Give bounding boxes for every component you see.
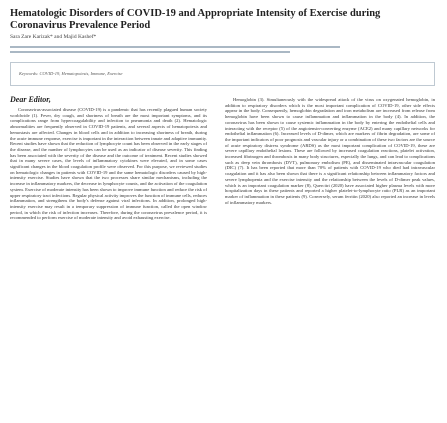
left-column-paragraph: Coronavirus-associated disease (COVID-19) is a pandemic that has recently plagued human society worldwide (1). Fever, dry cough, and shortness of breath are the most important symptoms, and its complications range from hypercoagulability and infection to pneumonia and death (2). Hematologic abnormalities are frequently observed in COVID-19 patients, and several aspects of hematopoiesis and hemostasis are affected. Changes in blood cells and in addition to increasing shortness of breath, during the acute immune response, exercise is important in the interaction between innate and adaptive immunity. Recent studies have shown that the reduction of lymphocyte count has been observed in the early stages of the disease, and the number of lymphocytes can be used as an indicator of disease severity. This finding has been associated with the severity of the disease and the outcome of treatment. Recent studies showed that in many severe cases, the levels of inflammatory cytokines were elevated, and in some cases significant changes in the blood coagulation profile were observed. For this purpose, we reviewed studies on hematologic changes in patients with COVID-19 and the same hematologic disorders caused by high-intensity exercise. Studies have shown that the two processes share similar mechanisms, including the increase in inflammatory markers, the decrease in lymphocyte counts, and the activation of the coagulation system. Exercise of moderate intensity has been shown to improve immune function and reduce the risk of upper respiratory tract infections. Regular physical activity improves the function of immune cells, reduces inflammation, and strengthens the body's defense against viral infections. In addition, prolonged high-intensity exercise may result in a temporary suppression of immune function, called the open window period, in which the risk of infection increases. Therefore, during the coronavirus prevalence period, it is recommended to perform exercise of moderate intensity and avoid exhausting exercise. [10, 107, 207, 221]
left-text-column [10, 107, 207, 419]
letter-salutation: Dear Editor, [10, 95, 51, 104]
keywords-box [10, 62, 435, 86]
metadata-line [10, 46, 340, 48]
right-column-paragraph: Hemoglobin (3). Simultaneously with the widespread attack of the virus on oxygenated hemoglobin, in addition to respiratory disorders which is the most important complication of COVID-19, other side effects appear in the body. Consequently, hemoglobin degradation and iron metabolism are increased from release from hemoglobin have been shown to cause inflammation and inflammation in the body (4). In addition, the coronavirus has been shown to cause systemic inflammation in the body by entering the endothelial cells and interacting with the receptor (5) of the angiotensin-converting enzyme (ACE2) and many capillary networks for endothelial inflammation (6). Increased levels of D-dimer, which are markers of fibrin degradation, are some of the important indicators of poor prognosis and vascular injury or a combination of these two factors are the source of acute respiratory distress syndrome (ARDS) as the most important complication of COVID-19, these are severe capillary endothelial lesions. These are followed by increased coagulation reactions, platelet activation, increased fibrinogen and thrombosis in many body structures, especially the lungs, and can lead to complications such as deep vein thrombosis (DVT), pulmonary embolism (PE), and disseminated intravascular coagulation (DIC) (7). It has been reported that more than 70% of patients with COVID-19 who died had intravascular coagulation and it has also been shown that there is a significant relationship between inflammatory factors and severe lymphopenia and the exercise intensity and the relationship between the levels of D-dimer peak values, which is an important coagulation marker (8), Quercitri (2020) have associated higher plasma levels with more hospitalization days in these patients and reported a higher platelet-to-lymphocyte ratio (PLR) as an important marker of inflammation in these patients (9). Conversely, serum ferritin (2020) also reported an increase in levels of inflammatory markers. [225, 97, 435, 205]
article-metadata-block [10, 46, 350, 58]
metadata-line [10, 51, 290, 53]
article-title: Hematologic Disorders of COVID-19 and Appropriate Intensity of Exercise during Coronavirus Prevalence Period [10, 8, 381, 31]
article-authors: Sara Zare Karizak* and Majid Kashef* [10, 34, 97, 40]
keywords-text: Keywords: COVID-19, Hematopoiesis, Immune, Exercise [19, 71, 123, 76]
right-text-column [225, 97, 435, 419]
